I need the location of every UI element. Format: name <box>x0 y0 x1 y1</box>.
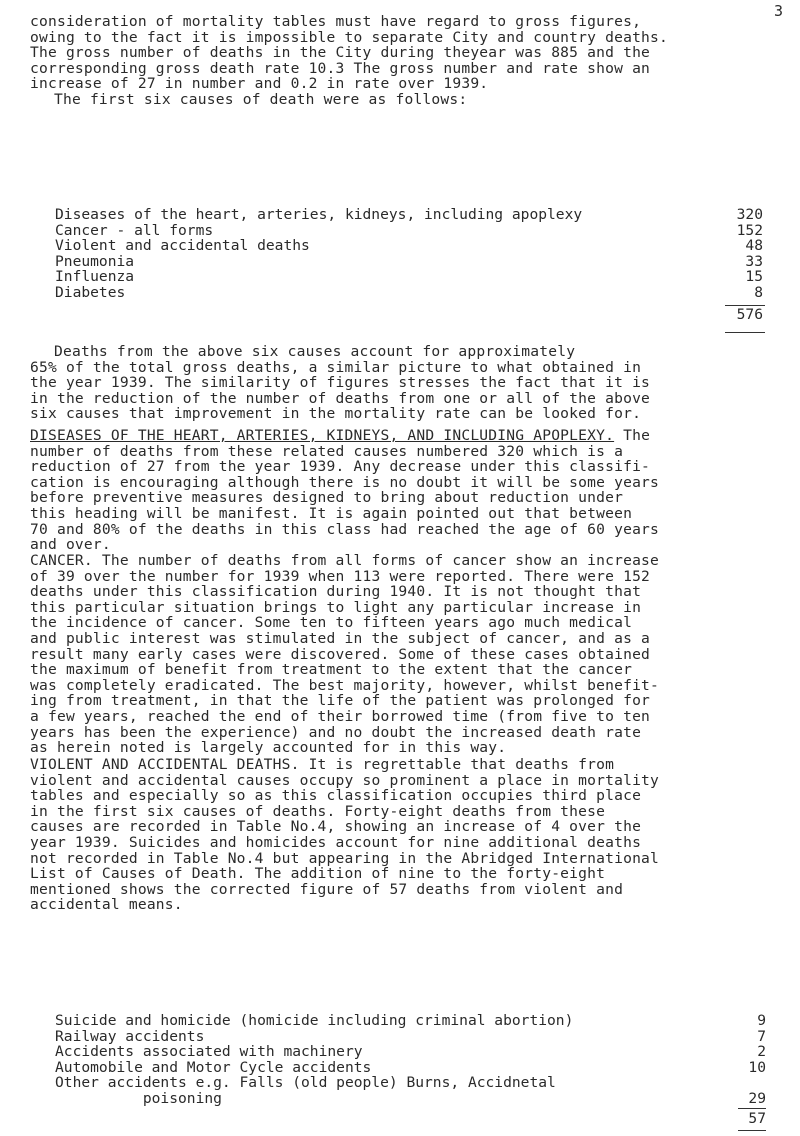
table-row <box>55 285 763 301</box>
table-row <box>55 254 763 270</box>
summary-line: 65% of the total gross deaths, a similar picture to what obtained in <box>30 358 642 376</box>
intro-line: owing to the fact it is impossible to separate City and country deaths. <box>30 28 669 46</box>
violent-value: 7 <box>757 1027 766 1045</box>
cancer-line: as herein noted is largely accounted for in this way. <box>30 739 507 757</box>
violent-label: Railway accidents <box>55 1027 205 1045</box>
intro-paragraph <box>30 14 800 108</box>
heart-line: The <box>623 427 651 444</box>
cancer-line: a few years, reached the end of their borrowed time (from five to ten <box>30 707 651 725</box>
intro-line: corresponding gross death rate 10.3 The gross number and rate show an <box>30 59 651 77</box>
violent-label: Other accidents e.g. Falls (old people) Burns, Accidnetal <box>55 1074 556 1092</box>
cause-value: 8 <box>754 283 763 301</box>
violent-line: accidental means. <box>30 896 183 914</box>
summary-line: Deaths from the above six causes account for approximately <box>54 343 576 360</box>
heart-first-line <box>30 428 800 444</box>
violent-value: 29 <box>748 1089 766 1107</box>
cancer-line: deaths under this classification during 1940. It is not thought that <box>30 583 642 601</box>
heart-line: this heading will be manifest. It is again pointed out that between <box>30 504 633 522</box>
violent-total: 57 <box>748 1109 766 1127</box>
cause-value: 15 <box>745 268 763 286</box>
table-row <box>55 1091 766 1107</box>
heart-line: reduction of 27 from the year 1939. Any decrease under this classifi- <box>30 458 651 476</box>
cancer-line: years has been the experience) and no doubt the increased death rate <box>30 723 642 741</box>
table-row <box>55 1013 766 1029</box>
heart-line: number of deaths from these related causes numbered 320 which is a <box>30 442 624 460</box>
table-row <box>55 269 763 285</box>
cancer-line: was completely eradicated. The best majority, however, whilst benefit- <box>30 676 660 694</box>
table-row <box>55 238 763 254</box>
violent-label: Suicide and homicide (homicide including criminal abortion) <box>55 1012 574 1029</box>
summary-line: in the reduction of the number of deaths from one or all of the above <box>30 389 651 407</box>
summary-paragraph <box>30 344 800 422</box>
violent-value: 2 <box>757 1043 766 1061</box>
violent-table <box>55 1013 766 1126</box>
cancer-line: CANCER. The number of deaths from all forms of cancer show an increase <box>30 552 660 569</box>
cause-label: Diseases of the heart, arteries, kidneys, including apoplexy <box>55 206 583 223</box>
violent-line: VIOLENT AND ACCIDENTAL DEATHS. It is regrettable that deaths from <box>30 756 615 773</box>
violent-section <box>30 757 800 913</box>
total-rule <box>738 1130 766 1131</box>
heart-line: cation is encouraging although there is no doubt it will be some years <box>30 473 660 491</box>
violent-line: causes are recorded in Table No.4, showing an increase of 4 over the <box>30 818 642 836</box>
cancer-line: and public interest was stimulated in the subject of cancer, and as a <box>30 629 651 647</box>
violent-line: tables and especially so as this classification occupies third place <box>30 787 642 805</box>
heart-line: 70 and 80% of the deaths in this class had reached the age of 60 years <box>30 520 660 538</box>
total-row <box>55 307 763 323</box>
violent-line: year 1939. Suicides and homicides account for nine additional deaths <box>30 833 642 851</box>
cause-label: Violent and accidental deaths <box>55 237 310 255</box>
violent-line: mentioned shows the corrected figure of 57 deaths from violent and <box>30 880 624 898</box>
cause-label: Influenza <box>55 268 135 286</box>
intro-line: The first six causes of death were as follows: <box>54 90 468 108</box>
cause-value: 320 <box>736 206 763 223</box>
cancer-line: the maximum of benefit from treatment to the extent that the cancer <box>30 661 633 679</box>
causes-total: 576 <box>736 305 763 323</box>
page-number: 3 <box>774 2 784 20</box>
cause-value: 152 <box>736 221 763 239</box>
cancer-line: ing from treatment, in that the life of the patient was prolonged for <box>30 692 651 710</box>
table-row <box>55 1044 766 1060</box>
cancer-line: of 39 over the number for 1939 when 113 were reported. There were 152 <box>30 567 651 585</box>
cause-label: Cancer - all forms <box>55 221 214 239</box>
violent-value: 9 <box>757 1012 766 1029</box>
table-row <box>55 1075 766 1091</box>
violent-label: Accidents associated with machinery <box>55 1043 363 1061</box>
violent-line: not recorded in Table No.4 but appearing in the Abridged International <box>30 849 660 867</box>
violent-value: 10 <box>748 1058 766 1076</box>
cause-value: 48 <box>745 237 763 255</box>
causes-table <box>55 207 763 322</box>
cause-value: 33 <box>745 252 763 270</box>
violent-label: poisoning <box>55 1089 222 1107</box>
cause-label: Diabetes <box>55 283 126 301</box>
cancer-line: the incidence of cancer. Some ten to fifteen years ago much medical <box>30 614 633 632</box>
section-heading: DISEASES OF THE HEART, ARTERIES, KIDNEYS, AND INCLUDING APOPLEXY. <box>30 427 615 444</box>
intro-line: increase of 27 in number and 0.2 in rate over 1939. <box>30 75 489 93</box>
cancer-line: result many early cases were discovered. Some of these cases obtained <box>30 645 651 663</box>
table-row <box>55 223 763 239</box>
total-rule <box>725 332 765 333</box>
heart-line: and over. <box>30 536 111 554</box>
heart-section <box>30 428 800 553</box>
sum-rule <box>738 1108 766 1109</box>
summary-line: six causes that improvement in the mortality rate can be looked for. <box>30 405 642 423</box>
table-row <box>55 1029 766 1045</box>
cause-label: Pneumonia <box>55 252 135 270</box>
total-row <box>55 1111 766 1127</box>
violent-line: List of Causes of Death. The addition of nine to the forty-eight <box>30 865 606 883</box>
cancer-line: this particular situation brings to light any particular increase in <box>30 598 642 616</box>
table-row <box>55 207 763 223</box>
violent-line: in the first six causes of deaths. Forty-eight deaths from these <box>30 802 606 820</box>
intro-line: consideration of mortality tables must have regard to gross figures, <box>30 13 642 30</box>
heart-line: before preventive measures designed to bring about reduction under <box>30 489 624 507</box>
cancer-section <box>30 553 800 756</box>
violent-line: violent and accidental causes occupy so prominent a place in mortality <box>30 771 660 789</box>
summary-line: the year 1939. The similarity of figures stresses the fact that it is <box>30 374 651 392</box>
table-row <box>55 1060 766 1076</box>
intro-line: The gross number of deaths in the City during theyear was 885 and the <box>30 44 651 62</box>
violent-label: Automobile and Motor Cycle accidents <box>55 1058 372 1076</box>
